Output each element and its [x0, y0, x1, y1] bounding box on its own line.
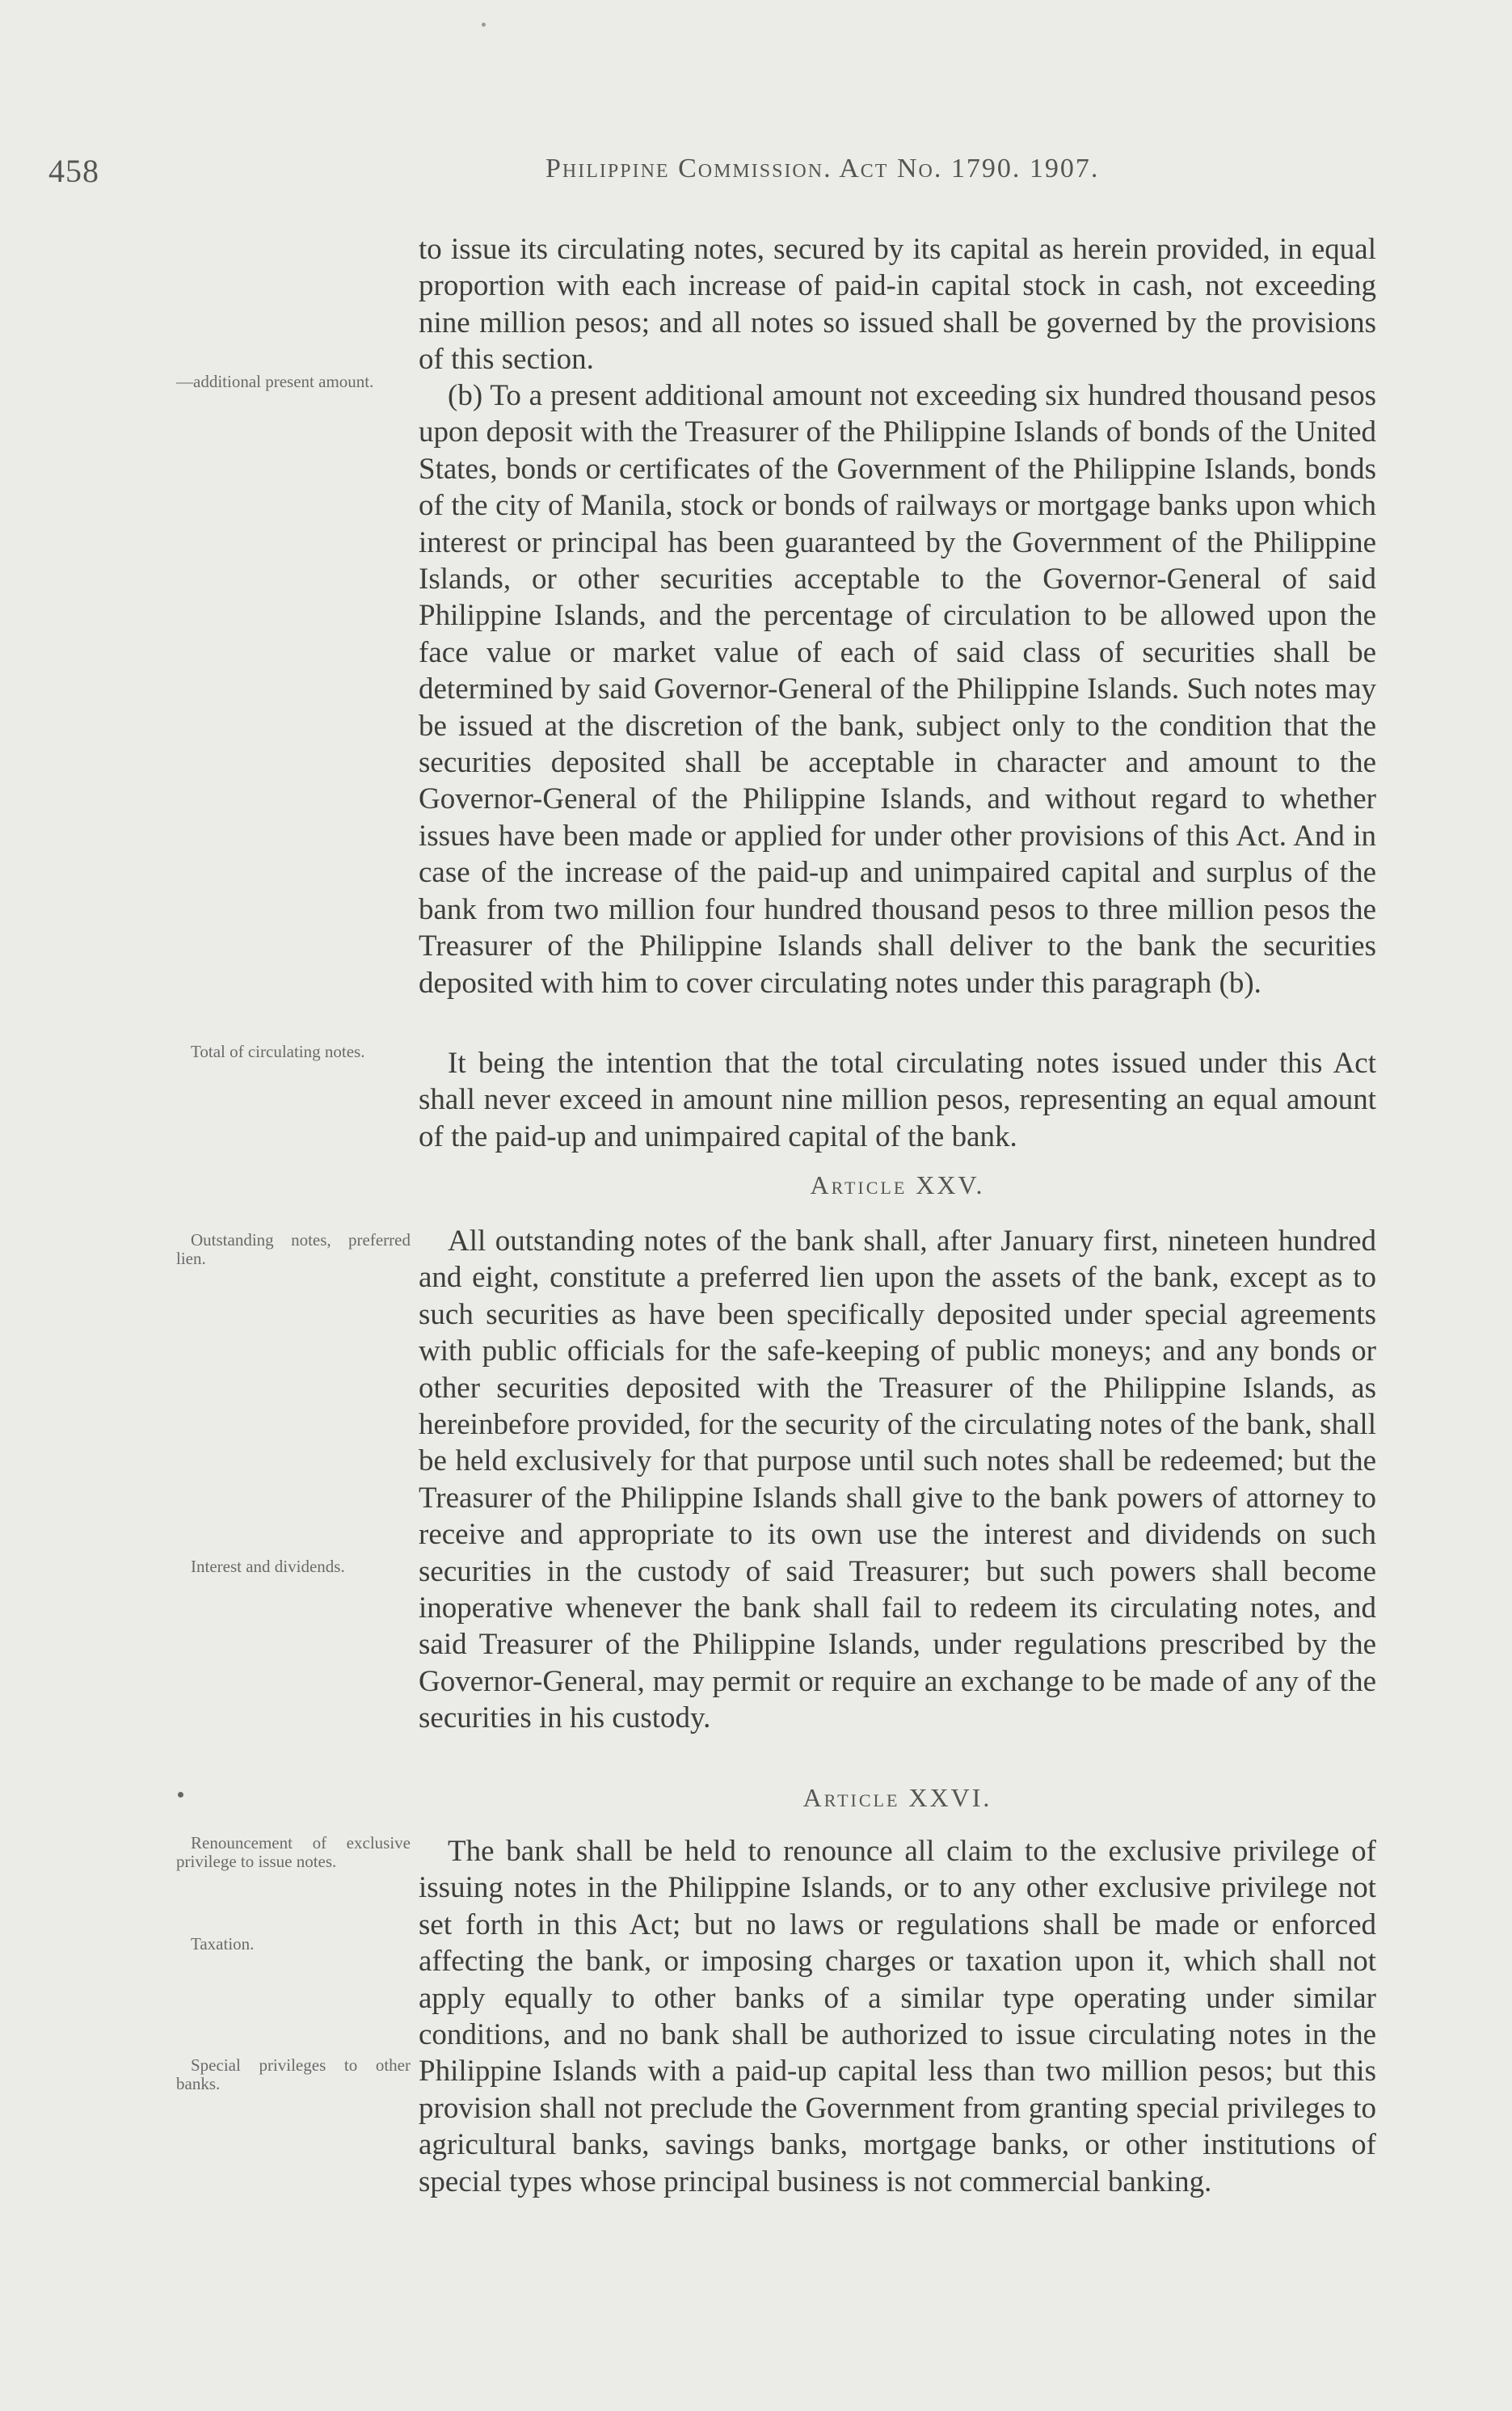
body-paragraph-2: (b) To a present additional amount not exceeding six hundred thousand pesos upon deposit with the Treasurer of the Philippine Islands of bonds of the United States, bonds or certificates of the Government of the Philippine Islands, bonds of the city of Manila, stock or bonds of railways or mortgage banks upon which interest or principal has been guaranteed by the Government of the Philippine Islands, or other securities acceptable to the Governor-General of said Philippine Islands, and the percentage of circulation to be allowed upon the face value or market value of each of said class of securities shall be determined by said Governor-General of the Philippine Islands. Such notes may be issued at the discretion of the bank, subject only to the condition that the securities deposited shall be acceptable in character and amount to the Governor-General of the Philippine Islands, and without regard to whether issues have been made or applied for under other provisions of this Act. And in case of the increase of the paid-up and unimpaired capital and surplus of the bank from two million four hundred thousand pesos to three million pesos the Treasurer of the Philippine Islands shall deliver to the bank the securities deposited with him to cover circulating notes under this paragraph (b). [419, 379, 1376, 1000]
sidenote-renouncement: Renouncement of exclusive privilege to issue notes. [176, 1833, 411, 1871]
sidenote-total-circulating-notes: Total of circulating notes. [191, 1042, 365, 1061]
body-paragraph-5: The bank shall be held to renounce all claim to the exclusive privilege of issuing notes in the Philippine Islands, or to any other exclusive privilege not set forth in this Act; but no laws or regulations shall be made or enforced affecting the bank, or imposing charges or taxation upon it, which shall not apply equally to other banks of a similar type operating under similar conditions, and no bank shall be authorized to issue circulating notes in the Philippine Islands with a paid-up capital less than two million pesos; but this provision shall not preclude the Government from granting special privileges to agricultural banks, savings banks, mortgage banks, or other institutions of special types whose principal business is not commercial banking. [419, 1835, 1376, 2198]
article-heading-26: Article XXVI. [802, 1783, 992, 1812]
scan-speck [178, 1792, 183, 1798]
sidenote-interest-dividends: Interest and dividends. [191, 1557, 345, 1576]
sidenote-outstanding-notes: Outstanding notes, preferred lien. [176, 1230, 411, 1268]
page-number: 458 [48, 153, 99, 189]
scan-speck [482, 23, 486, 27]
sidenote-special-privileges: Special privileges to other banks. [176, 2055, 411, 2093]
sidenote-additional-present-amount: —additional present amount. [176, 372, 374, 391]
body-paragraph-3: It being the intention that the total circulating notes issued under this Act shall never exceed in amount nine million pesos, representing an equal amount of the paid-up and unimpaired capital of the bank. [419, 1047, 1376, 1153]
body-paragraph-1: to issue its circulating notes, secured by its capital as herein provided, in equal proportion with each increase of paid-in capital stock in cash, not exceeding nine million pesos; and all notes so issued shall be governed by the provisions of this section. [419, 233, 1376, 377]
article-heading-25: Article XXV. [810, 1170, 985, 1199]
running-head: Philippine Commission. Act No. 1790. 1907. [545, 154, 1100, 183]
sidenote-taxation: Taxation. [191, 1934, 255, 1954]
body-paragraph-4: All outstanding notes of the bank shall, after January first, nineteen hundred and eight, constitute a preferred lien upon the assets of the bank, except as to such securities as have been specifically deposited under special agreements with public officials for the safe-keeping of public moneys; and any bonds or other securities deposited with the Treasurer of the Philippine Islands, as hereinbefore provided, for the security of the circulating notes of the bank, shall be held exclusively for that purpose until such notes shall be redeemed; but the Treasurer of the Philippine Islands shall give to the bank powers of attorney to receive and appropriate to its own use the interest and dividends on such securities in the custody of said Treasurer; but such powers shall become inoperative whenever the bank shall fail to redeem its circulating notes, and said Treasurer of the Philippine Islands, under regulations prescribed by the Governor-General, may permit or require an exchange to be made of any of the securities in his custody. [419, 1224, 1376, 1735]
